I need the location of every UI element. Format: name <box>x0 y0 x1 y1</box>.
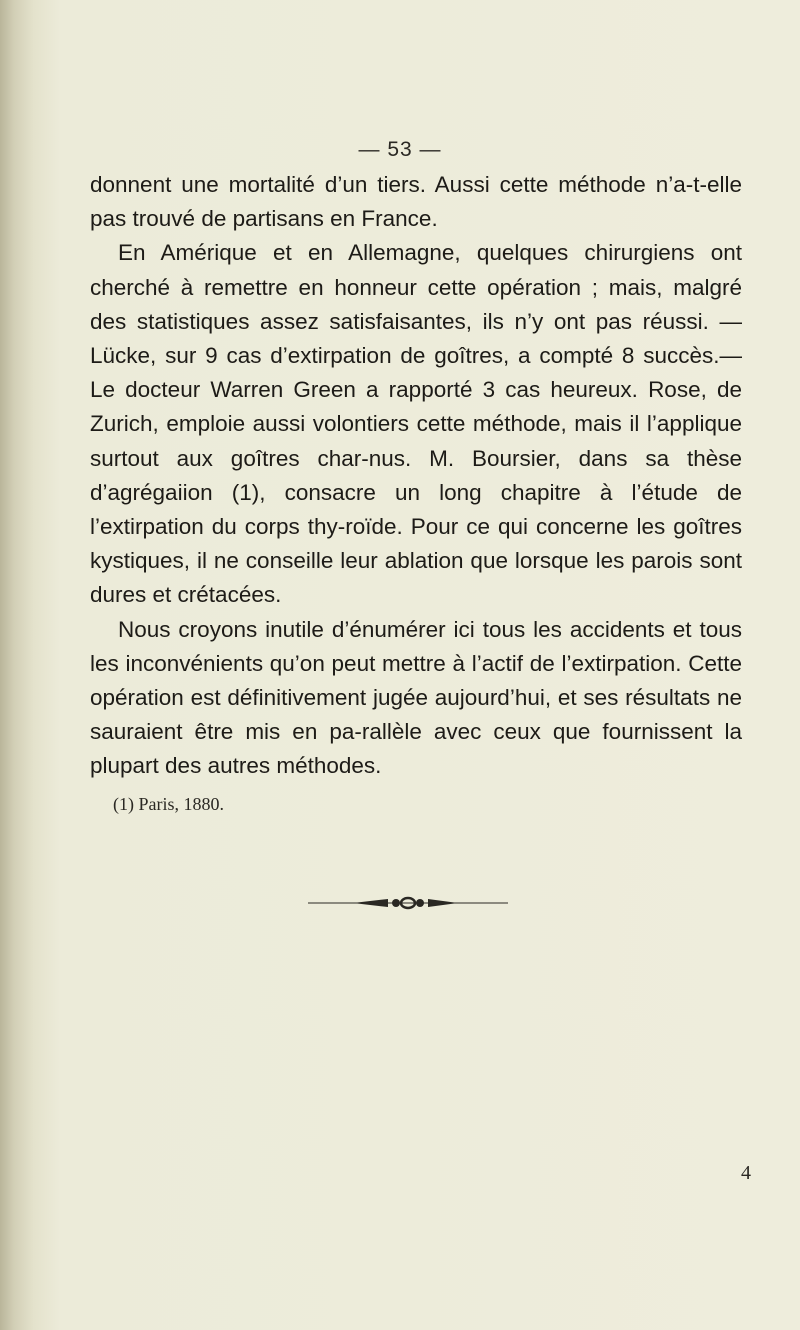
ornament-divider-icon <box>308 896 508 910</box>
page-number: — 53 — <box>358 138 442 161</box>
paragraph-2: En Amérique et en Allemagne, quelques chirurgiens ont cherché à remettre en honneur cette opération ; mais, malgré des statistiques assez satisfaisantes, ils n’y ont pas réussi. — Lücke, sur 9 cas d’extirpation de goîtres, a compté 8 succès.— Le docteur Warren Green a rapporté 3 cas heureux. Rose, de Zurich, emploie aussi volontiers cette méthode, mais il l’applique surtout aux goîtres char-nus. M. Boursier, dans sa thèse d’agrégaiion (1), consacre un long chapitre à l’étude de l’extirpation du corps thy-roïde. Pour ce qui concerne les goîtres kystiques, il ne conseille leur ablation que lorsque les parois sont dures et crétacées. <box>90 240 742 608</box>
paragraph-1: donnent une mortalité d’un tiers. Aussi cette méthode n’a-t-elle pas trouvé de partisans en France. <box>90 172 742 232</box>
body-text <box>90 168 742 784</box>
footnote: (1) Paris, 1880. <box>113 794 224 814</box>
paragraph-3: Nous croyons inutile d’énumérer ici tous les accidents et tous les inconvénients qu’on peut mettre à l’actif de l’extirpation. Cette opération est définitivement jugée aujourd’hui, et ses résultats ne sauraient être mis en pa-rallèle avec ceux que fournissent la plupart des autres méthodes. <box>90 616 742 779</box>
signature-mark: 4 <box>741 1162 751 1184</box>
